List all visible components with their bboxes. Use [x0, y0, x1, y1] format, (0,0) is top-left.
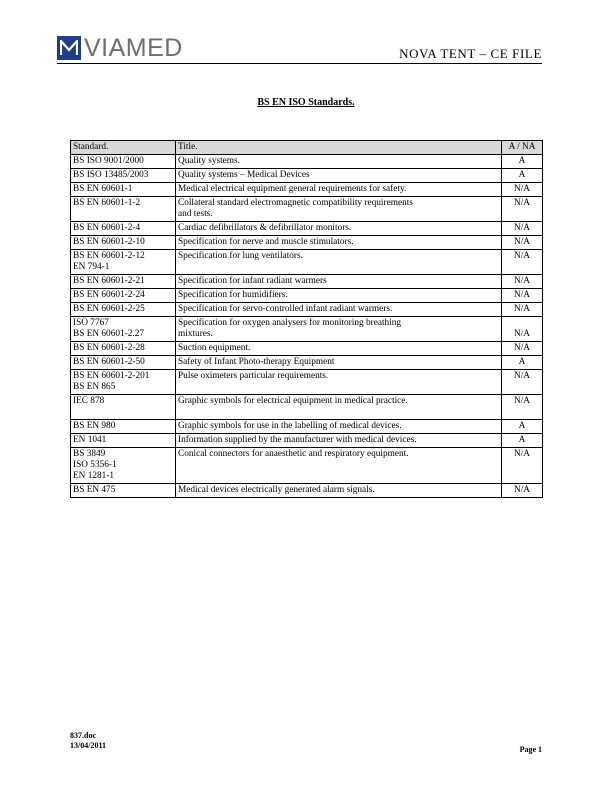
standard-code: BS ISO 13485/2003 [73, 170, 149, 180]
standard-code: BS EN 60601-1-2 [73, 198, 141, 208]
standard-code: BS EN 980 [73, 421, 116, 431]
header-divider [57, 63, 542, 64]
standard-cell [71, 169, 176, 183]
standard-cell [71, 222, 176, 236]
standard-code [73, 407, 173, 418]
applicable-cell [502, 289, 543, 303]
title-cell [176, 289, 502, 303]
standard-code: BS EN 60601-2-201 [73, 371, 150, 381]
standard-cell [71, 434, 176, 448]
table-row [71, 236, 543, 250]
standard-cell [71, 342, 176, 356]
standard-cell [71, 183, 176, 197]
applicability-value: A [518, 170, 526, 180]
standard-cell [71, 303, 176, 317]
applicable-cell [502, 183, 543, 197]
applicable-cell [502, 434, 543, 448]
standard-title: and tests. [178, 209, 213, 219]
standard-cell [71, 448, 176, 484]
table-row [71, 448, 543, 484]
standard-cell [71, 356, 176, 370]
applicability-value: N/A [513, 276, 530, 286]
applicable-cell [502, 250, 543, 275]
standard-cell [71, 275, 176, 289]
table-row [71, 155, 543, 169]
standard-cell [71, 420, 176, 434]
table-row [71, 183, 543, 197]
applicability-value: N/A [513, 251, 530, 261]
standard-title: Quality systems – Medical Devices [178, 170, 310, 180]
applicable-cell [502, 317, 543, 342]
standard-title: Information supplied by the manufacturer with medical devices. [178, 435, 417, 445]
applicable-cell [502, 484, 543, 498]
title-cell [176, 236, 502, 250]
title-cell [176, 420, 502, 434]
standard-code: BS ISO 9001/2000 [73, 156, 144, 166]
standard-title: Quality systems. [178, 156, 240, 166]
applicable-cell [502, 169, 543, 183]
header-standard: Standard. [71, 141, 176, 155]
viamed-m-logo-icon [57, 36, 81, 60]
standard-title: mixtures. [178, 329, 213, 339]
applicability-value: N/A [513, 290, 530, 300]
title-cell [176, 395, 502, 420]
applicable-cell [502, 303, 543, 317]
standard-title: Conical connectors for anaesthetic and respiratory equipment. [178, 449, 409, 459]
standard-code: EN 1281-1 [73, 471, 115, 481]
title-cell [176, 342, 502, 356]
header-title: Title. [176, 141, 502, 155]
section-heading: BS EN ISO Standards. [257, 97, 355, 108]
applicable-cell [502, 155, 543, 169]
standard-cell [71, 395, 176, 420]
title-cell [176, 169, 502, 183]
standard-title: Specification for humidifiers. [178, 290, 288, 300]
standard-title: Specification for nerve and muscle stimulators. [178, 237, 354, 247]
applicability-value: A [518, 435, 526, 445]
standard-title: Collateral standard electromagnetic compatibility requirements [178, 198, 413, 208]
standard-title: Pulse oximeters particular requirements. [178, 371, 329, 381]
applicable-cell [502, 448, 543, 484]
standard-title: Graphic symbols for use in the labelling of medical devices. [178, 421, 402, 431]
table-row [71, 169, 543, 183]
standard-code: BS EN 60601-2-12 [73, 251, 145, 261]
applicability-value: N/A [513, 237, 530, 247]
table-row [71, 434, 543, 448]
standard-title: Specification for infant radiant warmers [178, 276, 327, 286]
table-row [71, 222, 543, 236]
table-row [71, 303, 543, 317]
standard-code: EN 1041 [73, 435, 107, 445]
applicability-value: N/A [513, 343, 530, 353]
applicability-value: N/A [513, 198, 530, 208]
footer-date: 13/04/2011 [70, 741, 107, 750]
title-cell [176, 434, 502, 448]
standard-title: Specification for lung ventilators. [178, 251, 303, 261]
applicability-value: N/A [513, 223, 530, 233]
standard-code: BS EN 475 [73, 485, 116, 495]
applicable-cell [502, 342, 543, 356]
standard-cell [71, 250, 176, 275]
table-row [71, 484, 543, 498]
standard-cell [71, 484, 176, 498]
title-cell [176, 317, 502, 342]
standard-code: BS EN 60601-2-28 [73, 343, 145, 353]
standard-cell [71, 197, 176, 222]
footer-page-number: Page 1 [519, 745, 542, 754]
standard-title: Specification for oxygen analysers for monitoring breathing [178, 318, 402, 328]
standard-code: BS EN 865 [73, 382, 116, 392]
applicability-value: N/A [513, 485, 530, 495]
footer-file-info [70, 731, 106, 751]
standard-code: BS EN 60601-1 [73, 184, 133, 194]
title-cell [176, 222, 502, 236]
standard-title: Medical electrical equipment general requirements for safety. [178, 184, 407, 194]
title-cell [176, 183, 502, 197]
standard-cell [71, 370, 176, 395]
table-row [71, 342, 543, 356]
title-cell [176, 356, 502, 370]
standards-table-body [71, 155, 543, 498]
applicable-cell [502, 370, 543, 395]
title-cell [176, 448, 502, 484]
applicability-value: A [518, 156, 526, 166]
standard-cell [71, 155, 176, 169]
table-row [71, 317, 543, 342]
standard-code: ISO 7767 [73, 318, 109, 328]
standards-table [70, 140, 543, 498]
applicability-value: A [518, 357, 526, 367]
standard-cell [71, 317, 176, 342]
table-row [71, 250, 543, 275]
applicability-value: N/A [513, 304, 530, 314]
table-row [71, 275, 543, 289]
table-row [71, 197, 543, 222]
applicability-value: N/A [513, 449, 530, 459]
standard-title: Safety of Infant Photo-therapy Equipment [178, 357, 335, 367]
standard-code: EN 794-1 [73, 262, 110, 272]
table-row [71, 395, 543, 420]
standard-code: BS EN 60601-2.27 [73, 329, 145, 339]
standard-code: BS 3849 [73, 449, 106, 459]
table-row [71, 356, 543, 370]
applicable-cell [502, 275, 543, 289]
footer-filename: 837.doc [70, 731, 96, 740]
applicable-cell [502, 222, 543, 236]
standard-code: IEC 878 [73, 396, 105, 406]
standard-title: Graphic symbols for electrical equipment in medical practice. [178, 396, 408, 406]
standard-code: ISO 5356-1 [73, 460, 117, 470]
standard-cell [71, 289, 176, 303]
title-cell [176, 197, 502, 222]
title-cell [176, 484, 502, 498]
title-cell [176, 275, 502, 289]
title-cell [176, 250, 502, 275]
applicability-value: N/A [513, 184, 530, 194]
standard-code: BS EN 60601-2-10 [73, 237, 145, 247]
table-row [71, 420, 543, 434]
applicability-value: N/A [513, 396, 530, 406]
title-cell [176, 370, 502, 395]
applicable-cell [502, 236, 543, 250]
table-row [71, 289, 543, 303]
document-title: NOVA TENT – CE FILE [399, 46, 542, 61]
standard-code: BS EN 60601-2-21 [73, 276, 145, 286]
standard-cell [71, 236, 176, 250]
applicability-value: N/A [513, 329, 530, 339]
title-cell [176, 155, 502, 169]
applicable-cell [502, 395, 543, 420]
applicability-value: N/A [513, 371, 530, 381]
applicable-cell [502, 356, 543, 370]
standard-title: Suction equipment. [178, 343, 251, 353]
logo-text: VIAMED [84, 34, 183, 62]
standard-code: BS EN 60601-2-25 [73, 304, 145, 314]
standard-title: Specification for servo-controlled infant radiant warmers. [178, 304, 393, 314]
viamed-logo [57, 35, 183, 61]
applicability-value: A [518, 421, 526, 431]
title-cell [176, 303, 502, 317]
standard-code: BS EN 60601-2-50 [73, 357, 145, 367]
applicable-cell [502, 420, 543, 434]
standard-code: BS EN 60601-2-4 [73, 223, 141, 233]
header-applicable: A / NA [502, 141, 543, 155]
standard-title: Medical devices electrically generated alarm signals. [178, 485, 375, 495]
standard-code: BS EN 60601-2-24 [73, 290, 145, 300]
table-header-row [71, 141, 543, 155]
table-row [71, 370, 543, 395]
applicable-cell [502, 197, 543, 222]
standard-title: Cardiac defibrillators & defibrillator monitors. [178, 223, 352, 233]
